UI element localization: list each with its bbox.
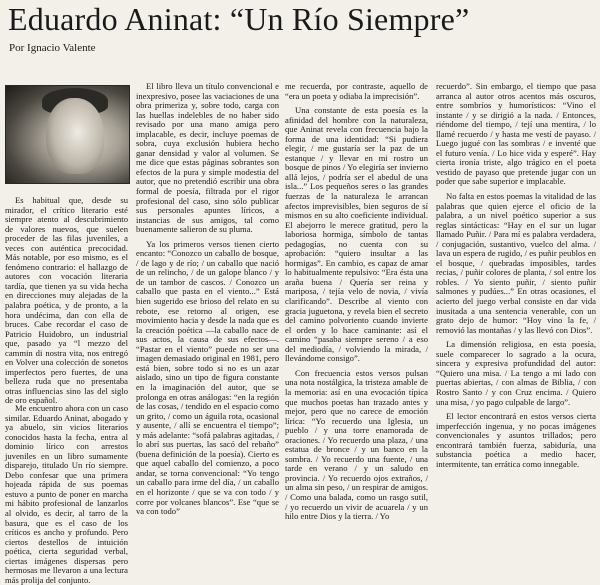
paragraph: Una constante de esta poesía es la afinidad del hombre con la naturaleza, que Aninat revela con frecuencia bajo la forma de una identidad: “Si pudiera elegir, / me gustaría ser la paz de un estanque / y llevar en mi rostro un bosque de pinos / Yo elegiría ser invierno allá lejos, / podría ser el abedul de una isla...” Los pequeños seres o las grandes fuerzas de la naturaleza le arrancan afectos imprevisibles, bien seguros de sí mismos en su alto coeficiente individual. El abejorro le merece gratitud, pero la laboriosa hormiga, símbolo de tantas pedagogías, no cuenta con su aprobación: “quiero insultar a las hormigas”. En cambio, es capaz de amar lo habitualmente repulsivo: “Era ésta una araña buena / Quería ser reina y mariposa, / tejía velo de novia, / vivía clarificando”. Describe al viento con gracia juguetona, y revela bien el secreto del camino polvoriento cuando invierte el orden y lo hace caminante: así el camino “pasaba siempre sereno / a eso del mediodía, / volviendo la mirada, / llevándome consigo”.	[285, 105, 428, 364]
article-byline: Por Ignacio Valente	[9, 42, 96, 54]
article-column-3	[285, 82, 428, 584]
article-column-1-top	[5, 195, 128, 406]
paragraph: El libro lleva un título convencional e inexpresivo, posee las vaciaciones de una obra primeriza y, sobre todo, carga con las huellas indelebles de no haber sido revisado por una mano amiga pero implacable, es decir, incluye poemas de sobra, cuya exclusión hubiera hecho ganar densidad y valor al volumen. Se me dice que estas páginas sobrantes son efectos de la pura y simple modestia del autor, que no pretendió escribir una obra formal de poesía, filtrada por el rigor profesional del caso, sino sólo publicar sus personales apuntes líricos, a instancias de sus amigos, tal como buenamente salieron de su pluma.	[136, 81, 279, 235]
paragraph: La dimensión religiosa, en esta poesía, suele comparecer lo sagrado a la ocura, sincera y expresiva profundidad del autor: “Quiero una misa. / La tengo a mi lado con puertas abiertas, / con almas de Biblia, / con Rostro Santo / y con Cruz encima. / Quiero una misa, / yo pago culpable de largo”.	[436, 339, 596, 407]
article-column-4	[436, 82, 596, 584]
article-column-1-bottom	[5, 403, 128, 585]
paragraph: Ya los primeros versos tienen cierto encanto: “Conozco un caballo de bosque, / de lago y de río; / un caballo que nació de un relincho, / de un galope blanco / y de un tambor de cascos. / Conozco un caballo que pasta en el viento...” Está bien sugerido ese brioso del relato en su rebote, ese retorno al origen, ese movimiento hacia y desde la nada que es la creación poética —la caballo nace de sus actos, la causa de sus efectos—. “Pastar en el viento” puede no ser una imagen demasiado original en 1981, pero está bien, sobre todo si no es un azar aislado, sino un tipo de figura constante en la imaginación del autor, que se prolonga en otras análogas: “en la región de las cosas, / tendido en el espacio como un grito, / como un águila rota, ocasional y ausente, / allí se encuentra el tiempo”; y más adelante: “sofá palabras agitadas, / lo abrí sus puertas, las sacó del rebaño” (buena definición de la poesía). Cierto es que aquel caballo del comienzo, a poco andar, se torna convencional: “Yo tengo un caballo para irme del día, / un caballo en el horizonte / que se va con todo / y corre por volcanes blancos”. Ese “que se va con todo”	[136, 238, 279, 517]
paragraph: Me encuentro ahora con un caso similar. Eduardo Aninat, abogado y ya abuelo, sin vicios literarios conocidos hasta la fecha, entra al dominio lírico con arrestos juveniles en un libro sumamente disparejo, titulado Un río siempre. Debo confesar que una primera hojeada rápida de sus poemas estuvo a punto de poner en marcha mi hábito profesional de lanzarlos al olvido, es decir, al tarro de la basura, que es el caso de los críticos es ancho y profundo. Pero ciertos destellos de intuición poética, cierta seguridad verbal, ciertas imágenes dispersas pero hermosas me llevaron a una lectura más prolija del conjunto.	[5, 403, 128, 585]
portrait-face	[46, 98, 104, 174]
paragraph: No falta en estos poemas la vitalidad de las palabras que quien ejerce el oficio de la palabra, a un nivel poético superior a sus reglas sintácticas: “Hay en el sur un lugar llamado Puñir. / Para mí es palabra verdadera, / conjugación, sustantivo, vuelco del alma. / lava un espera de rugido, / es puñir peublos en el bosque, / quebradas imposibles, tardes recias, / puñir colores de planta, / sol entre los robles. / Yo siento puñir, / siento puñir salmones y pudúes...” En otras ocasiones, el acierto del juego verbal consiste en dar vida inusitada a una sentencia venerable, con un grato dejo de humor: “Hoy vino la fe, / removió las montañas / y las llevó con Dios”.	[436, 191, 596, 335]
paragraph: me recuerda, por contraste, aquello de “era un poeta y odiaba la imprecisión”.	[285, 81, 428, 101]
paragraph: recuerdo”. Sin embargo, el tiempo que pasa arranca al autor otros acentos más oscuros, entre sombríos y humorísticos: “Vino el instante / y se dirigió a la nada. / Entonces, riéndome del tiempo, / tejí una mentira, / lo llamé recuerdo / y hasta me vestí de payaso. / Luego jugué con las sombras / e inventé que el futuro venía. / Lo hice vida y esperé”. Hay cierta ironía triste, algo trágico en el poeta vestido de payaso que pretende jugar con un poder que sabe superior e implacable.	[436, 81, 596, 187]
paragraph: El lector encontrará en estos versos cierta imperfección ingenua, y no pocas imágenes convencionales y asuntos trillados; pero encontrará también fuerza, sabiduría, una substancia poética a medio hacer, intermitente, tan errática como innegable.	[436, 411, 596, 469]
paragraph: Es habitual que, desde su mirador, el crítico literario esté siempre atento al descubrimiento de valores nuevos, que suelen proceder de las filas juveniles, a veces con auténtica precocidad. Más notable, por eso mismo, es el fenómeno contrario: el hallazgo de autores con vocación literaria tardía, que tienen ya su vida hecha en direcciones muy alejadas de la palabra poética, y de pronto, a la hora undécima, dan con ella de bruces. Cabe recordar el caso de Patricio Huidobro, un industrial que, pasado ya “l mezzo del cammin di nostra vita, nos entregó en Volver una colección de sonetos imperfectos pero fuertes, de una belleza ruda que no presentaba otras influencias sino las del siglo de oro español.	[5, 195, 128, 406]
author-portrait-photo	[5, 85, 130, 184]
paragraph: Con frecuencia estos versos pulsan una nota nostálgica, la tristeza amable de la memoria: así en una evocación típica que muchos poetas han trazado antes y mejor, pero que no carece de emoción lírica: “Yo recuerdo una Iglesia, un pueblo / y una torre enamorada de oraciones. / Yo recuerdo una plaza, / una estatua de bronce / y un banco en la sombra. / Yo recuerdo una fuente, / una tarde en verano / y un saludo en provincia. / Yo recuerdo ojos extraños, / un alma sin peso, / un respirar de amigos. / Como una balada, como un rasgo sutil, / yo recuerdo un vivir de acuarela / y un hilo entre Dios y la tierra. / Yo	[285, 367, 428, 522]
article-column-2	[136, 82, 279, 584]
article-headline: Eduardo Aninat: “Un Río Siempre”	[8, 1, 470, 37]
